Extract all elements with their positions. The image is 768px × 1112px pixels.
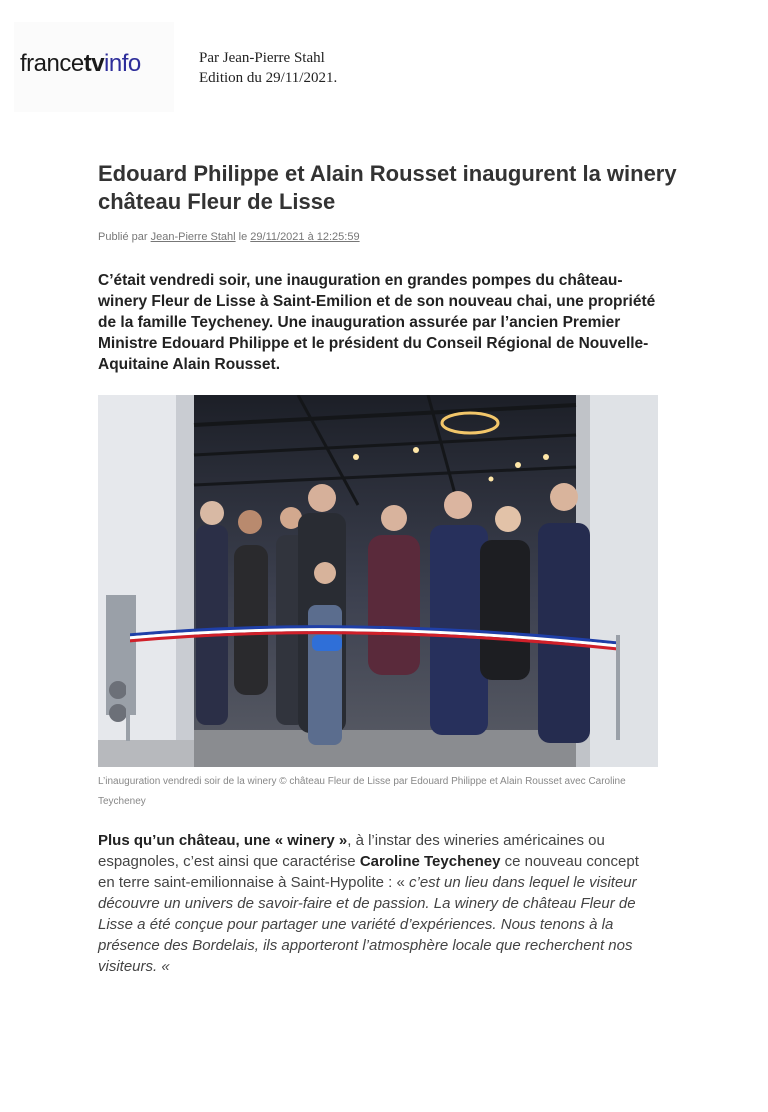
- photo-caption: L’inauguration vendredi soir de la winery © château Fleur de Lisse par Edouard Philippe et Alain Rousset avec Caroline Teycheney: [98, 776, 626, 807]
- author-line: Par Jean-Pierre Stahl: [199, 50, 325, 66]
- logo-part-info: info: [104, 50, 141, 77]
- body-bold-winery: Plus qu’un château, une « winery »: [98, 832, 348, 849]
- byline-author-link[interactable]: Jean-Pierre Stahl: [150, 231, 236, 243]
- article-lead: C’était vendredi soir, une inauguration en grandes pompes du château-winery Fleur de Lisse à Saint-Emilion et de son nouveau chai, une propriété de la famille Teycheney. Une inauguration assurée par l’ancien Premier Ministre Edouard Philippe et le président du Conseil Régional de Nouvelle-Aquitaine Alain Rousset.: [98, 272, 656, 373]
- logo-part-france: france: [20, 50, 84, 77]
- byline-prefix: Publié par: [98, 231, 148, 243]
- body-quote: c’est un lieu dans lequel le visiteur découvre un univers de savoir-faire et de passion. La winery de château Fleur de Lisse a été conçue pour partager une variété d’expériences. Nous tenons à la présence des Bordelais, ils apporteront l’atmosphère locale que recherchent nos visiteurs. «: [98, 874, 637, 975]
- inauguration-photo: [98, 395, 658, 767]
- body-plain-2: ce nouveau concept en terre saint-emilionnaise à Saint-Hypolite : «: [98, 853, 639, 891]
- photo-illustration: [98, 395, 658, 767]
- body-bold-name: Caroline Teycheney: [359, 853, 501, 870]
- edition-line: Edition du 29/11/2021.: [199, 70, 338, 86]
- logo-part-tv: tv: [83, 50, 105, 77]
- byline-date-link[interactable]: 29/11/2021 à 12:25:59: [250, 231, 360, 243]
- byline: [98, 231, 360, 243]
- body-plain-1: , à l’instar des wineries américaines ou espagnoles, c’est ainsi que caractérise: [98, 832, 605, 870]
- article-title: Edouard Philippe et Alain Rousset inaugurent la winery château Fleur de Lisse: [98, 161, 677, 214]
- article-body: [98, 830, 658, 977]
- edition-meta: [199, 48, 337, 88]
- byline-mid: le: [238, 231, 248, 243]
- francetvinfo-logo[interactable]: [20, 50, 141, 78]
